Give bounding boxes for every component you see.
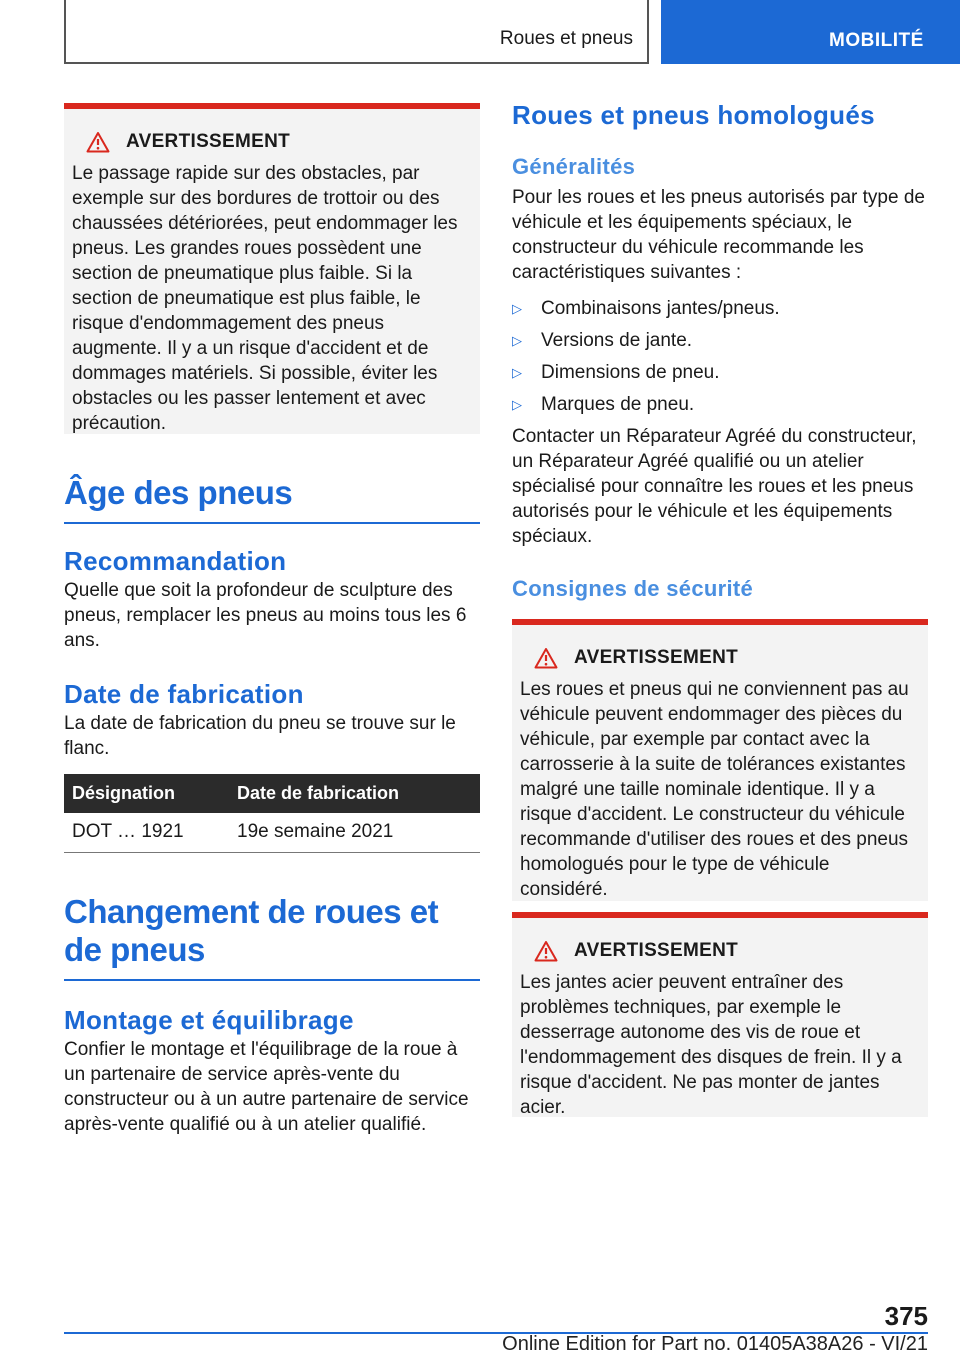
warning-title: AVERTISSEMENT	[574, 940, 739, 961]
footer-edition: Online Edition for Part no. 01405A38A26 - VI/21	[502, 1333, 928, 1355]
contact-text: Contacter un Réparateur Agréé du constructeur, un Réparateur Agréé qualifié ou un atelier spécialisé pour connaître les roues et les pneus autorisés pour le véhicule et les équipements spéciaux.	[512, 426, 917, 547]
subsection-title-generalites: Généralités	[512, 154, 636, 179]
section-title-age-des-pneus: Âge des pneus	[64, 474, 480, 524]
warning-text: Les roues et pneus qui ne conviennent pas au véhicule peuvent endommager des pièces du véhicule, par exemple par contact avec la carrosserie à la suite de tolérances existantes malgré une taille nominale identique. Il y a risque d'accident. Le constructeur du véhicule recommande d'utiliser des roues et des pneus homologués pour le type de véhicule considéré.	[520, 679, 909, 900]
left-column	[64, 103, 480, 1137]
triangle-bullet-icon: ▷	[512, 397, 522, 412]
section-title-roues-homologues: Roues et pneus homologués	[512, 100, 875, 130]
triangle-bullet-icon: ▷	[512, 333, 522, 348]
header-section-title: Roues et pneus	[499, 28, 633, 49]
montage-text: Confier le montage et l'équilibrage de la roue à un partenaire de service après-vente du constructeur ou à un autre partenaire de service après-vente qualifié ou à un atelier qualifié.	[64, 1038, 469, 1135]
table-cell-designation: DOT … 1921	[64, 813, 229, 852]
list-item: ▷ Combinaisons jantes/pneus.	[512, 298, 780, 319]
right-column	[512, 100, 928, 1117]
header-chapter-tab[interactable]	[661, 0, 960, 64]
table-header-date: Date de fabrication	[229, 774, 480, 813]
warning-text: Les jantes acier peuvent entraîner des problèmes techniques, par exemple le desserrage autonome des vis de roue et l'endommagement des disques de frein. Il y a risque d'accident. Ne pas monter de jantes acier.	[520, 972, 902, 1118]
subsection-title-date-fabrication: Date de fabrication	[64, 679, 304, 709]
caracteristiques-list	[512, 296, 928, 417]
recommandation-text: Quelle que soit la profondeur de sculpture des pneus, remplacer les pneus au moins tous les 6 ans.	[64, 580, 467, 651]
warning-box-roues-inadaptees	[512, 619, 928, 901]
triangle-bullet-icon: ▷	[512, 301, 522, 316]
warning-title: AVERTISSEMENT	[126, 131, 291, 152]
warning-box-obstacles	[64, 103, 480, 434]
table-row	[64, 813, 480, 852]
date-fabrication-text: La date de fabrication du pneu se trouve sur le flanc.	[64, 713, 456, 759]
warning-triangle-icon	[534, 647, 558, 669]
table-header-row	[64, 774, 480, 813]
table-header-designation: Désignation	[64, 774, 229, 813]
list-item: ▷ Versions de jante.	[512, 330, 693, 351]
header-chapter-label: MOBILITÉ	[829, 30, 924, 51]
generalites-text: Pour les roues et les pneus autorisés par type de véhicule et les équipements spéciaux, le constructeur du véhicule recommande les caractéristiques suivantes :	[512, 187, 925, 283]
warning-triangle-icon	[86, 131, 110, 153]
header-box	[64, 0, 649, 64]
subsection-title-consignes: Consignes de sécurité	[512, 576, 754, 601]
list-item: ▷ Marques de pneu.	[512, 394, 695, 415]
list-item: ▷ Dimensions de pneu.	[512, 362, 720, 383]
warning-box-jantes-acier	[512, 912, 928, 1117]
dot-table	[64, 774, 480, 853]
subsection-title-montage: Montage et équilibrage	[64, 1004, 354, 1035]
subsection-title-recommandation: Recommandation	[64, 546, 287, 576]
triangle-bullet-icon: ▷	[512, 365, 522, 380]
warning-text: Le passage rapide sur des obstacles, par exemple sur des bordures de trottoir ou des chaussées détériorées, peut endommager les pneus. Les grandes roues possèdent une section de pneumatique plus faible. Si la section de pneumatique est plus faible, le risque d'endommagement des pneus augmente. Il y a un risque d'accident et de dommages matériels. Si possible, éviter les obstacles ou les passer lentement et avec précaution.	[72, 163, 458, 434]
warning-title: AVERTISSEMENT	[574, 647, 739, 668]
section-title-changement: Changement de roues et de pneus	[64, 893, 480, 981]
page-number: 375	[884, 1301, 928, 1331]
table-cell-date: 19e semaine 2021	[229, 813, 480, 852]
warning-triangle-icon	[534, 940, 558, 962]
